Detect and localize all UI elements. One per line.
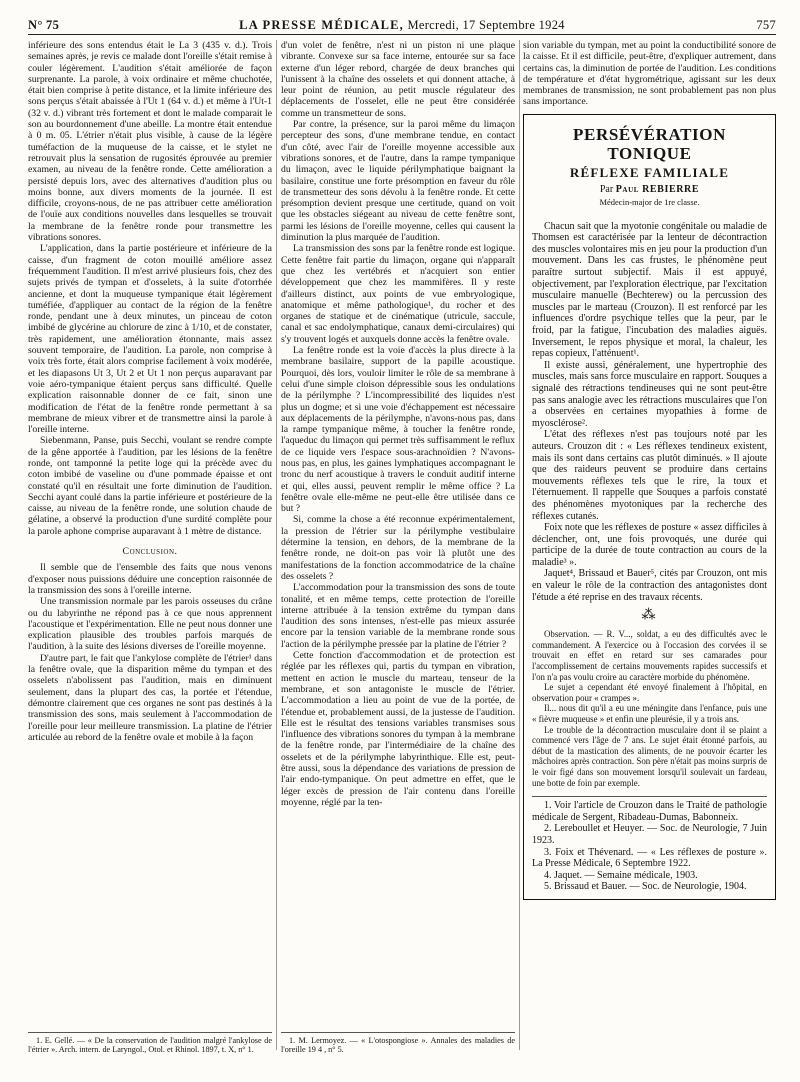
- journal-name: LA PRESSE MÉDICALE,: [239, 18, 405, 32]
- paragraph: d'un volet de fenêtre, n'est ni un piston ni une plaque vibrante. Convexe sur sa face interne, entourée sur sa face externe d'un léger rebord, chargée de deux branches qui l'unissent à la chaîne des osselets et qui donnent attache, à leur point de réunion, au petit muscle régulateur des déplacements de l'osselet, elle ne peut être considérée comme un transmetteur de sons.: [281, 40, 515, 119]
- paragraph: Par contre, la présence, sur la paroi même du limaçon percepteur des sons, d'une membrane tendue, en contact d'un côté, avec l'air de l'oreille moyenne accessible aux vibrations sonores, et de l'autre, dans la rampe tympanique du limaçon, avec le liquide périlymphatique baignant la basilaire, constitue une forte présomption en faveur du rôle de transmetteur des sons dévolu à la fenêtre ronde. Et cette présomption devient presque une certitude, quand on voit que les obstacles siégeant au niveau de cette fenêtre sont, parmi les lésions de l'oreille moyenne, celles qui causent la diminution la plus marquée de l'audition.: [281, 119, 515, 244]
- paragraph: Si, comme la chose a été reconnue expérimentalement, la pression de l'étrier sur la périlymphe vestibulaire détermine la tension, en dehors, de la membrane de la fenêtre ronde, ne doit-on pas voir là plutôt une des manifestations de la fonction accommodatrice de la chaîne des osselets ?: [281, 514, 515, 582]
- observation-paragraph: Le sujet a cependant été envoyé finalement à l'hôpital, en observation pour « crampes ».: [532, 682, 767, 703]
- page-header: [28, 18, 776, 32]
- running-title: [28, 18, 776, 33]
- paragraph: Il semble que de l'ensemble des faits que nous venons d'exposer nous puissions déduire une conception raisonnée de la transmission des sons à l'oreille interne.: [28, 562, 272, 596]
- paragraph: Foix note que les réflexes de posture « assez difficiles à déclencher, ont, une fois provoqués, une durée qui participe de la durée de toute contraction au cours de la maladie³ ».: [532, 522, 767, 568]
- paragraph: Cette fonction d'accommodation et de protection est réglée par les réflexes qui, partis du tympan en vibration, mettent en action le muscle du marteau, tenseur de la membrane, et son antagoniste le muscle de l'étrier. L'accommodation a lieu au point de vue de la portée, de l'étendue et, probablement aussi, de la justesse de l'audition. Elle est le résultat des tensions variables transmises sous l'influence des vibrations sonores du tympan à la membrane de la fenêtre ronde, par l'intermédiaire de la chaîne des osselets et de la périlymphe labyrinthique. Elle est, peut-être aussi, sous la dépendance des variations de pression de l'air endo-tympanique. On peut admettre en effet, que le léger excès de pression de l'air contenu dans l'oreille moyenne, réglé par la ten-: [281, 650, 515, 808]
- paragraph: La transmission des sons par la fenêtre ronde est logique. Cette fenêtre fait partie du limaçon, organe qui n'apparaît que chez les vertébrés et n'acquiert son entier développement que chez les mammifères. Il y reste d'ailleurs distinct, aux points de vue embryologique, anatomique et même pathologique¹, du rocher et des organes de statique et de cinématique (utricule, saccule, canal et sac endolymphatique, canaux demi-circulaires) qui s'y trouvent logés et auxquels donne accès la fenêtre ovale.: [281, 243, 515, 345]
- article-box: [523, 114, 776, 900]
- byline-prefix: Par: [599, 184, 614, 196]
- footnote: 4. Jaquet. — Semaine médicale, 1903.: [544, 869, 698, 881]
- column-body: [28, 40, 272, 743]
- section-asterism: ⁂: [641, 608, 658, 624]
- paragraph: inférieure des sons entendus était le La 3 (435 v. d.). Trois semaines après, je revis ce malade dont l'oreille s'était remise à couler légèrement. L'audition s'était améliorée de façon surprenante. La parole, à voix ordinaire et même chuchotée, était bien comprise à petite distance, et la limite inférieure des sons perçus s'était abaissée à l'Ut 1 (64 v. d.) et même à l'Ut-1 (32 v. d.) vibrant très fortement et dont le malade comparait le son au bourdonnement d'une abeille. La montre était entendue à 0 m. 05. L'étrier n'était plus visible, à cause de la légère tuméfaction de la muqueuse de la caisse, et le stylet ne retrouvait plus la sensation de rugosités éprouvée au premier examen, au niveau de la fenêtre ronde. Cette amélioration a persisté depuis lors, avec des alternatives d'audition plus ou moins bonne, aux divers moments de la journée. Il est difficile, croyons-nous, de ne pas attribuer cette amélioration de l'ouïe aux conditions nouvelles dans lesquelles se trouvait la membrane de la fenêtre ronde pour transmettre les vibrations sonores.: [28, 40, 272, 244]
- author-rank: Médecin-major de 1re classe.: [599, 197, 700, 208]
- observation-paragraph: Observation. — R. V..., soldat, a eu des difficultés avec le commandement. A l'exercice ou à l'occasion des corvées il se trouvait en effet en retard sur ses camarades pour l'accomplissement de certains mouvements rapides successifs et l'on n'a pas voulu croire au caractère morbide du phénomène.: [532, 629, 767, 682]
- footnotes: [532, 796, 767, 893]
- paragraph: L'application, dans la partie postérieure et inférieure de la caisse, d'un fragment de coton mouillé améliore assez fréquemment l'audition. Il m'est arrivé plusieurs fois, chez des sujets privés de tympan et d'osselets, à la suite d'otorrhée ancienne, et dont la muqueuse tympanique était légèrement tuméfiée, d'appliquer au contact de la région de la fenêtre ronde, pendant une à deux minutes, un pinceau de coton imbibé de glycérine au chlorure de zinc à 1/10, et de constater, très rapidement, une amélioration étonnante, mais assez souvent temporaire, de l'audition. La parole, non comprise à voix très forte, était alors comprise facilement à voix modérée, et les diapasons Ut 3, Ut 2 et Ut 1 non perçus auparavant par voie aéro-tympanique étaient perçus sans difficulté. Quelle explication raisonnable donner de ce fait, sinon une modification de l'état de la fenêtre ronde permettant à sa membrane de mieux vibrer et de transmettre ainsi la parole à l'oreille interne.: [28, 243, 272, 436]
- footnote: 1. M. Lermoyez. — « L'otospongiose ». Annales des maladies de l'oreille 19 4 , n° 5.: [281, 1035, 515, 1055]
- column-body: [281, 40, 515, 808]
- article-subtitle: RÉFLEXE FAMILIALE: [569, 164, 730, 180]
- header-rule: [28, 34, 776, 35]
- paragraph: La fenêtre ronde est la voie d'accès la plus directe à la membrane basilaire, support de la papille acoustique. Pourquoi, dès lors, vouloir limiter le rôle de sa membrane à celui d'une simple cloison dépressible sous les ondulations de la périlymphe ? L'incompressibilité des liquides n'est plus un dogme; et si une voie d'échappement est nécessaire aux déplacements de la périlymphe, n'avons-nous pas, dans la rampe tympanique même, à toucher la fenêtre ronde, l'aqueduc du limaçon qui permet très suffisamment le reflux de ce liquide vers l'espace sous-arachnoïdien ? N'avons-nous pas, en plus, les gaines lymphatiques accompagnant le tronc du nerf acoustique à travers le conduit auditif interne et qui, elles aussi, peuvent remplir le même office ? La fenêtre ovale elle-même ne peut-elle être utilisée dans ce but ?: [281, 345, 515, 515]
- footnote: 1. E. Gellé. — « De la conservation de l'audition malgré l'ankylose de l'étrier ». Arch. intern. de Laryngol., Otol. et Rhinol. 1897, t. X, n° 1.: [28, 1035, 272, 1055]
- paragraph: L'état des réflexes n'est pas toujours noté par les auteurs. Crouzon dit : « Les réflexes tendineux existent, mais ils sont dans certains cas plutôt diminués. » Il ajoute que des raideurs peuvent se produire dans certains mouvements réflexes tels que le rire, la toux et l'éternuement. Il rappelle que Souques a parfois constaté des phénomènes myotoniques par la recherche des réflexes cutanés.: [532, 429, 767, 522]
- column-divider: [519, 40, 520, 1050]
- issue-date: Mercredi, 17 Septembre 1924: [407, 18, 565, 32]
- observation-paragraph: Il... nous dit qu'il a eu une méningite dans l'enfance, puis une « fièvre muqueuse » et enfin une pleurésie, il y a trois ans.: [532, 703, 767, 725]
- paragraph: Siebenmann, Panse, puis Secchi, voulant se rendre compte de la gêne apportée à l'audition, par les lésions de la fenêtre ronde, ont tamponné la petite loge qui la précède avec du coton imbibé de vaseline ou d'une pommade épaisse et ont constaté qu'il en résultait une forte diminution de l'audition. Secchi ayant coulé dans la partie inférieure et postérieure de la caisse, au niveau de la fenêtre ronde, une solution chaude de gélatine, a observé la production d'une surdité complète pour la parole aphone comprise auparavant à 1 mètre de distance.: [28, 435, 272, 537]
- article-byline: [532, 184, 767, 195]
- column-divider: [276, 40, 277, 1050]
- author-name: Paul REBIERRE: [615, 184, 700, 196]
- footnotes: [28, 1032, 272, 1055]
- issue-number: N° 75: [28, 18, 60, 32]
- paragraph: Chacun sait que la myotonie congénitale ou maladie de Thomsen est caractérisée par la lenteur de décontraction des muscles volontaires mis en jeu pour la production d'un mouvement. Dans les cas frustes, le phénomène peut paraître surtout subjectif. Mais il est appuyé, objectivement, par l'exploration électrique, par l'excitation musculaire manuelle (Bechterew) ou la percussion des muscles par le marteau (Crouzon). Il est renforcé par les influences d'ordre psychique telles que la peur, par le froid, par la fatigue, l'incubation des maladies aiguës. Inversement, le repos physique et moral, la chaleur, les repas copieux, l'atténuent¹.: [532, 220, 767, 360]
- article-title: PERSÉVÉRATION TONIQUE: [573, 124, 726, 163]
- paragraph: Une transmission normale par les parois osseuses du crâne ou du labyrinthe ne répond pas à ce que nous apprennent l'acoustique et l'expérimentation. Elle ne peut nous donner une explication plausible des troubles parfois marqués de l'audition, à la suite des lésions diverses de l'oreille moyenne.: [28, 596, 272, 653]
- footnote: 1. Voir l'article de Crouzon dans le Traité de pathologie médicale de Sergent, Ribadeau-Dumas, Babonneix.: [532, 800, 767, 823]
- footnote: 3. Foix et Thévenard. — « Les réflexes de posture ». La Presse Médicale, 6 Septembre 1922.: [532, 846, 767, 870]
- footnote: 5. Brissaud et Bauer. — Soc. de Neurologie, 1904.: [544, 881, 747, 893]
- paragraph: L'accommodation pour la transmission des sons de toute tonalité, et en même temps, cette protection de l'oreille interne attribuée à la tension extrême du tympan dans l'audition des sons intenses, n'est-elle pas mieux assurée encore par la tension variable de la membrane ronde sous l'action de la périlymphe pressée par la platine de l'étrier ?: [281, 582, 515, 650]
- observation-paragraph: Le trouble de la décontraction musculaire dont il se plaint a commencé vers l'âge de 7 ans. Le sujet était étonné parfois, au début de la mastication des aliments, de ne pouvoir écarter les mâchoires après contraction. Son père n'était pas moins surpris de le voir figé dans son mouvement lorsqu'il soulevait un fardeau, une botte de foin par exemple.: [532, 724, 767, 788]
- footnote: 2. Lereboullet et Heuyer. — Soc. de Neurologie, 7 Juin 1923.: [532, 823, 767, 846]
- section-heading: Conclusion.: [122, 546, 178, 558]
- paragraph: sion variable du tympan, met au point la conductibilité sonore de la caisse. Et il est difficile, peut-être, d'expliquer autrement, dans certains cas, la diminution de portée de l'audition. Les conditions de température et d'état hygrométrique, agissant sur les deux membranes de transmission, ne sont probablement pas non plus sans importance.: [523, 40, 776, 108]
- column-3: [523, 40, 776, 1055]
- paragraph: Il existe aussi, généralement, une hypertrophie des muscles, mais sans force musculaire en rapport. Souques a signalé des rétractions tendineuses qui ne sont peut-être pas sans analogie avec les rétractions musculaires que l'on a observées en certaines myopathies à forme de myosclérose².: [532, 359, 767, 429]
- column-2: [281, 40, 515, 1055]
- footnotes: [281, 1032, 515, 1055]
- paragraph: Jaquet⁴, Brissaud et Bauer⁵, cités par Crouzon, ont mis en valeur le rôle de la contraction des antagonistes dont l'étude a été reprise en des travaux récents.: [532, 568, 767, 603]
- column-1: [28, 40, 272, 1055]
- page-folio: 757: [756, 18, 776, 32]
- paragraph: D'autre part, le fait que l'ankylose complète de l'étrier¹ dans la fenêtre ovale, que la disparition même du tympan et des osselets n'abolissent pas l'audition, mais en diminuent seulement, dans la plupart des cas, la portée et l'étendue, démontre clairement que ces organes ne sont pas destinés à la transmission des sons, mais seulement à l'accommodation de l'oreille pour leur meilleure transmission. La platine de l'étrier articulée au rebord de la fenêtre ovale et mobile à la façon: [28, 652, 272, 743]
